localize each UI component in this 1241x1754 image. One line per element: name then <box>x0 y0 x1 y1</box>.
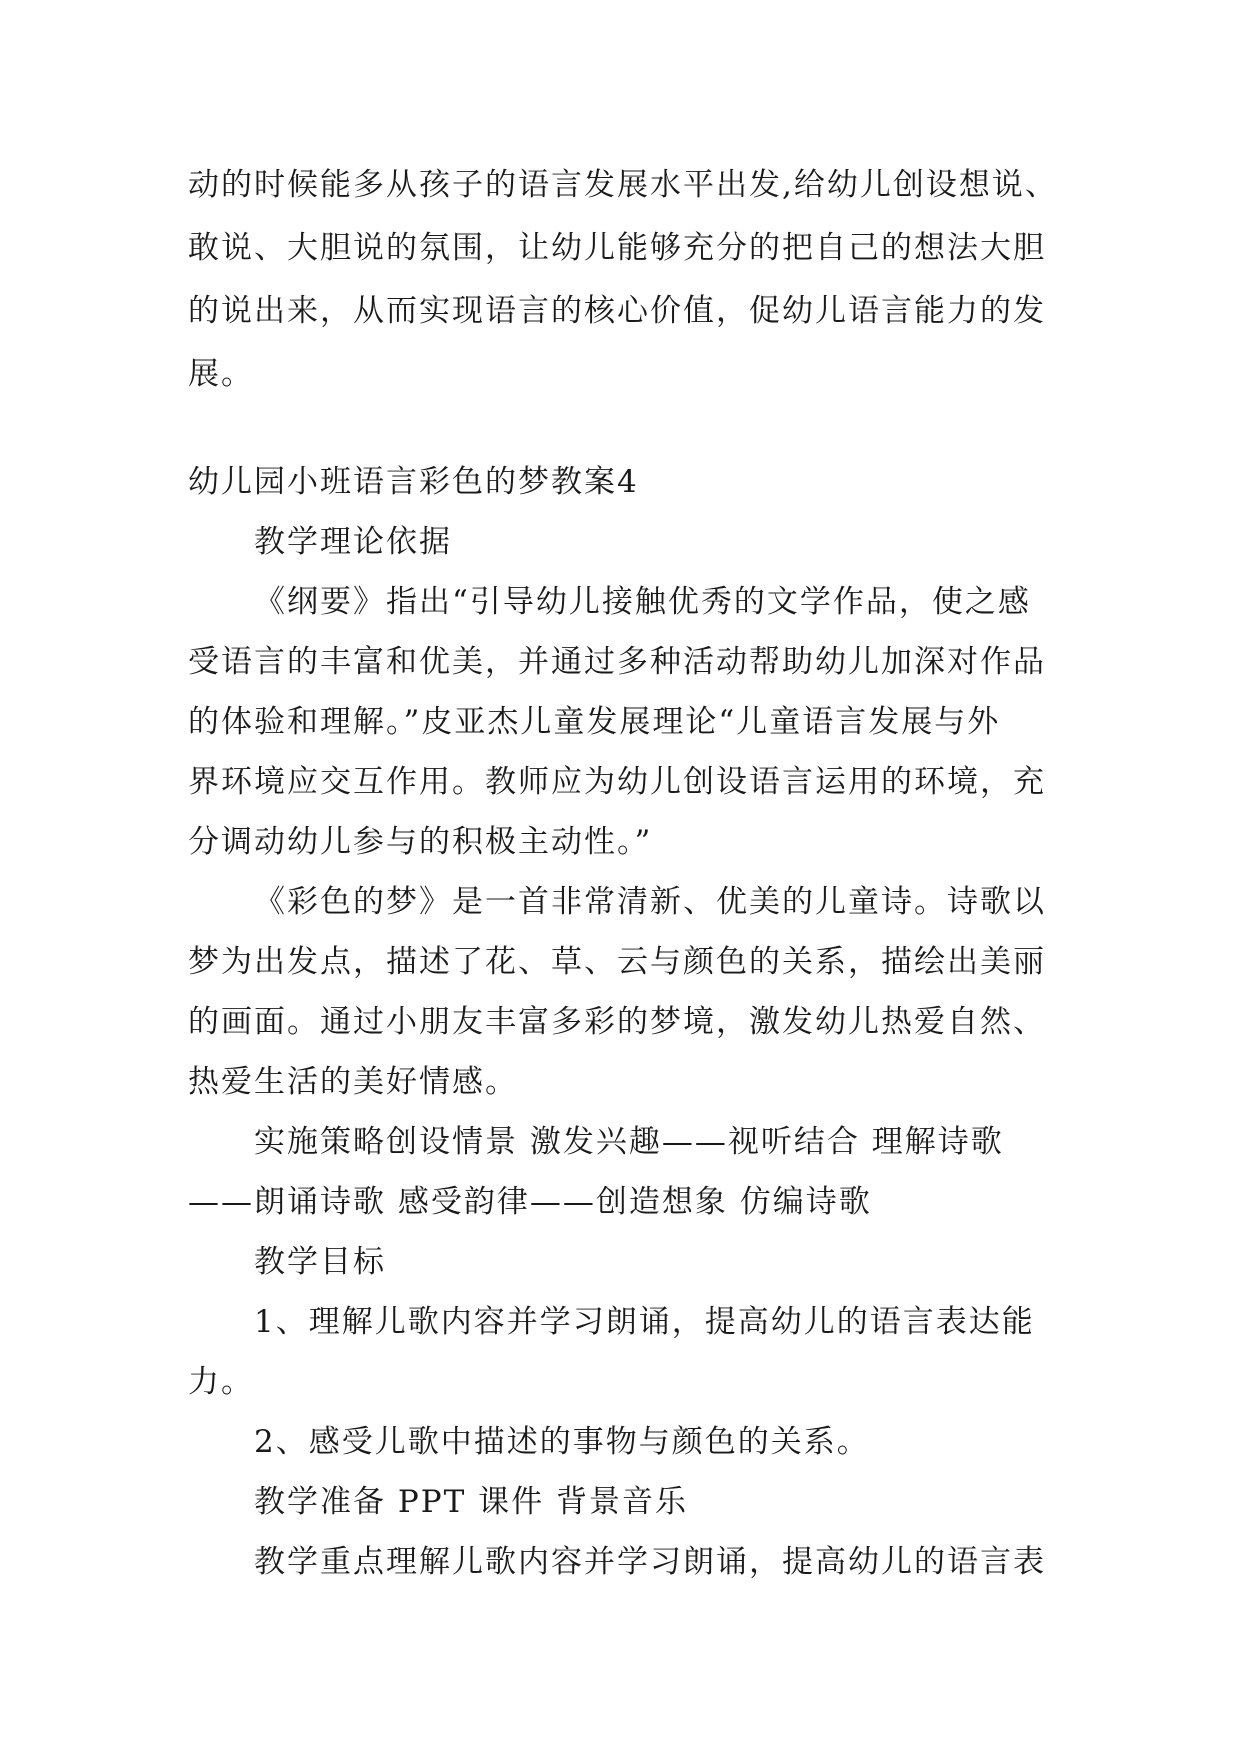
list-item: 力。 <box>188 1364 254 1400</box>
list-item: 1、理解儿歌内容并学习朗诵，提高幼儿的语言表达能 <box>254 1304 1035 1340</box>
paragraph-line: 实施策略创设情景 激发兴趣——视听结合 理解诗歌 <box>254 1124 1004 1160</box>
paragraph-line: 热爱生活的美好情感。 <box>188 1064 518 1100</box>
paragraph-line: 受语言的丰富和优美，并通过多种活动帮助幼儿加深对作品 <box>188 644 1046 680</box>
paragraph-line: 分调动幼儿参与的积极主动性。” <box>188 824 653 860</box>
paragraph-line: 教学准备 PPT 课件 背景音乐 <box>254 1484 688 1520</box>
paragraph-line: 梦为出发点，描述了花、草、云与颜色的关系，描绘出美丽 <box>188 944 1046 980</box>
paragraph-line: ——朗诵诗歌 感受韵律——创造想象 仿编诗歌 <box>188 1184 872 1220</box>
subheading: 教学目标 <box>254 1244 386 1280</box>
paragraph-line: 展。 <box>188 356 254 392</box>
paragraph-line: 界环境应交互作用。教师应为幼儿创设语言运用的环境，充 <box>188 764 1046 800</box>
list-item: 2、感受儿歌中描述的事物与颜色的关系。 <box>254 1424 870 1460</box>
paragraph-line: 的体验和理解。”皮亚杰儿童发展理论“儿童语言发展与外 <box>188 704 1001 740</box>
section-title: 幼儿园小班语言彩色的梦教案4 <box>188 464 639 500</box>
subheading: 教学理论依据 <box>254 524 452 560</box>
paragraph-line: 的说出来，从而实现语言的核心价值，促幼儿语言能力的发 <box>188 293 1046 329</box>
paragraph-line: 教学重点理解儿歌内容并学习朗诵，提高幼儿的语言表 <box>254 1544 1046 1580</box>
paragraph-line: 《纲要》指出“引导幼儿接触优秀的文学作品，使之感 <box>254 584 1031 620</box>
paragraph-line: 动的时候能多从孩子的语言发展水平出发,给幼儿创设想说、 <box>188 167 1058 203</box>
paragraph-line: 敢说、大胆说的氛围，让幼儿能够充分的把自己的想法大胆 <box>188 230 1046 266</box>
paragraph-line: 《彩色的梦》是一首非常清新、优美的儿童诗。诗歌以 <box>254 884 1046 920</box>
paragraph-line: 的画面。通过小朋友丰富多彩的梦境，激发幼儿热爱自然、 <box>188 1004 1046 1040</box>
